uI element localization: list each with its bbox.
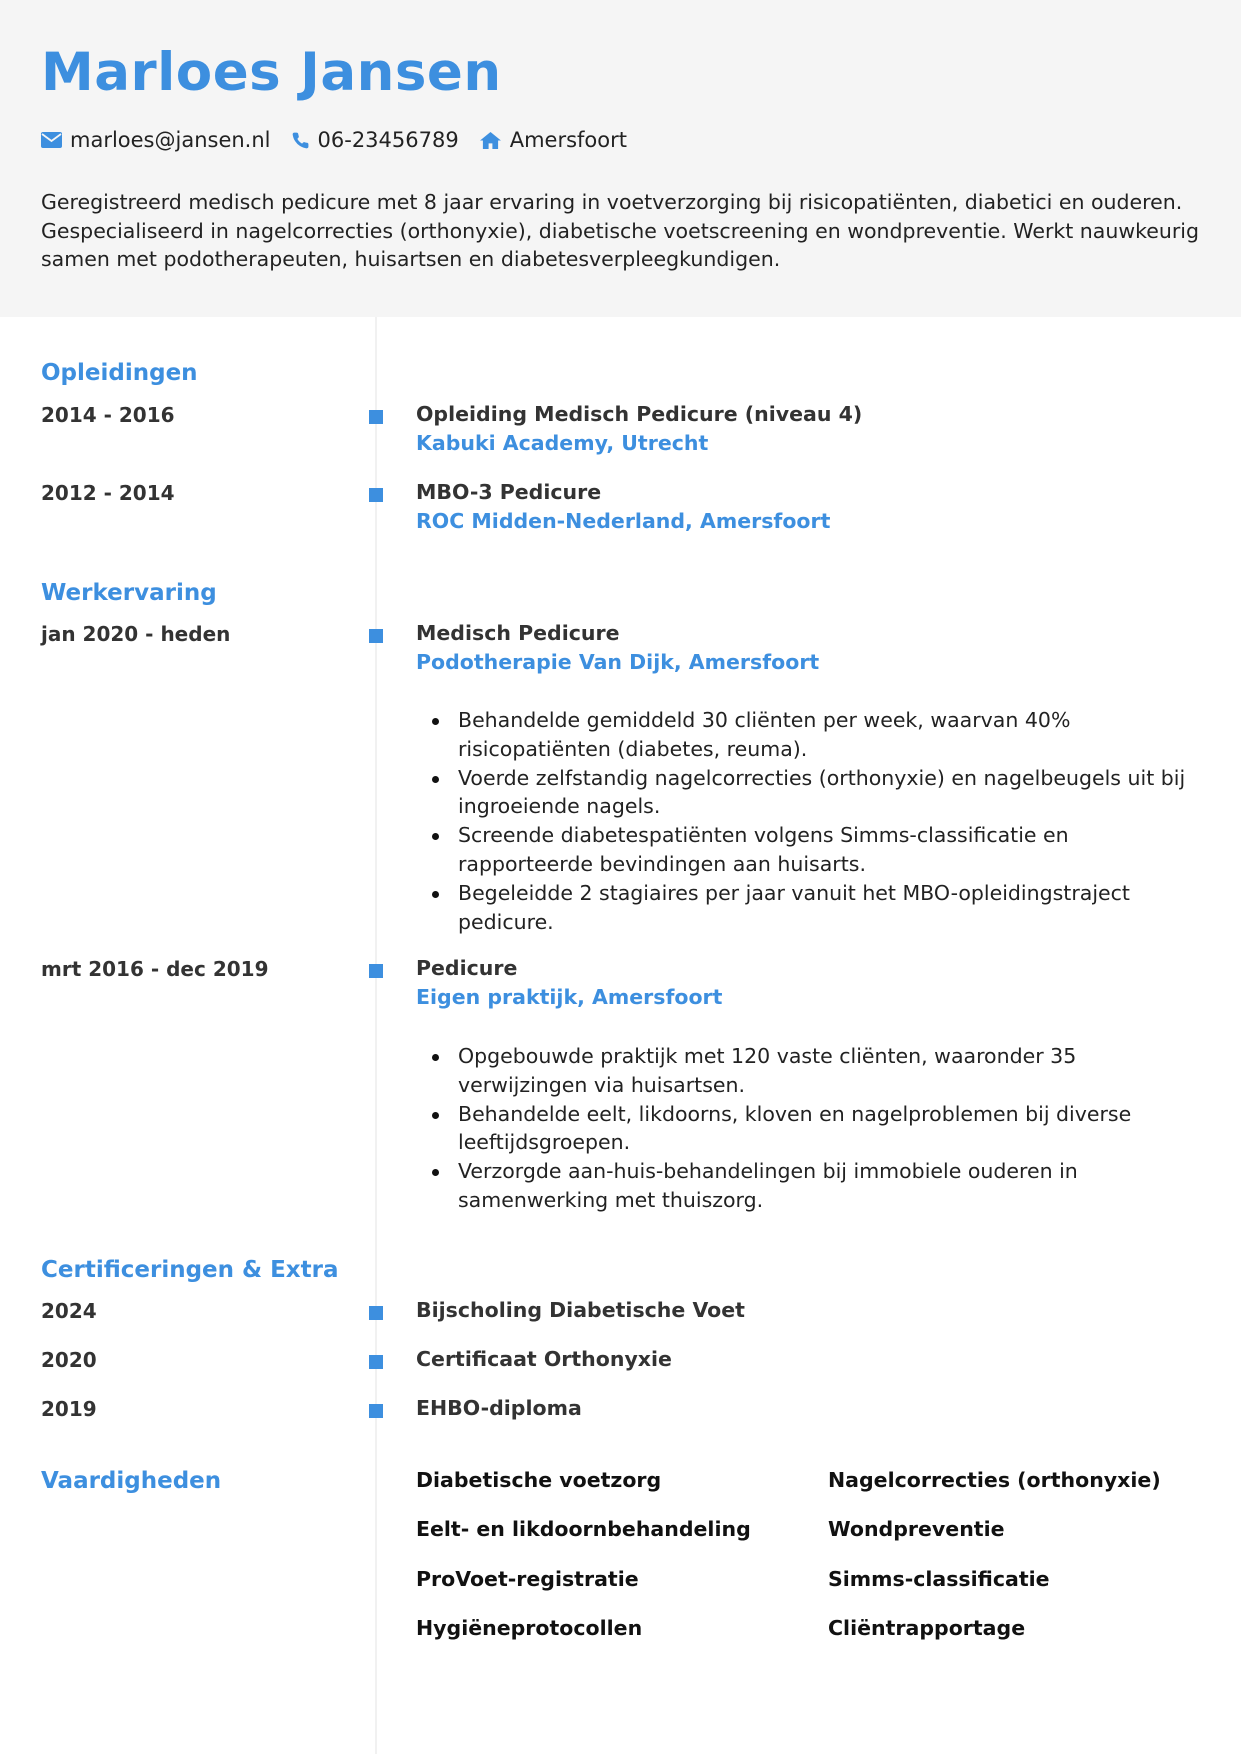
job-title: Pedicure (416, 956, 518, 980)
timeline-marker (369, 410, 383, 424)
job-employer: Eigen praktijk, Amersfoort (416, 985, 723, 1009)
home-icon (479, 131, 502, 150)
city-text: Amersfoort (509, 128, 627, 152)
resume-header (0, 0, 1241, 317)
phone-text: 06-23456789 (317, 128, 459, 152)
education-date: 2012 - 2014 (41, 481, 175, 505)
job-bullets (416, 706, 1206, 936)
list-item: Verzorgde aan-huis-behandelingen bij immobiele ouderen in samenwerking met thuiszorg. (416, 1157, 1206, 1215)
certification-date: 2020 (41, 1348, 97, 1372)
job-employer: Podotherapie Van Dijk, Amersfoort (416, 650, 820, 674)
email-text: marloes@jansen.nl (70, 128, 271, 152)
skill-item: Cliëntrapportage (828, 1616, 1026, 1640)
contact-bar (41, 128, 647, 152)
section-title-skills: Vaardigheden (41, 1468, 222, 1494)
timeline-marker (369, 629, 383, 643)
timeline-marker (369, 1404, 383, 1418)
job-bullets (416, 1042, 1206, 1215)
certification-title: Bijscholing Diabetische Voet (416, 1298, 745, 1322)
timeline-marker (369, 488, 383, 502)
section-title-education: Opleidingen (41, 360, 198, 386)
education-title: MBO-3 Pedicure (416, 480, 602, 504)
skill-item: Eelt- en likdoornbehandeling (416, 1517, 751, 1541)
section-title-certifications: Certificeringen & Extra (41, 1257, 339, 1283)
skill-item: Diabetische voetzorg (416, 1468, 662, 1492)
timeline-marker (369, 964, 383, 978)
timeline-marker (369, 1306, 383, 1320)
list-item: Begeleidde 2 stagiaires per jaar vanuit het MBO-opleidingstraject pedicure. (416, 879, 1206, 937)
certification-date: 2019 (41, 1397, 97, 1421)
education-institution: Kabuki Academy, Utrecht (416, 431, 709, 455)
list-item: Behandelde eelt, likdoorns, kloven en nagelproblemen bij diverse leeftijdsgroepen. (416, 1100, 1206, 1158)
certification-title: EHBO-diploma (416, 1396, 582, 1420)
skill-item: Hygiëneprotocollen (416, 1616, 643, 1640)
certification-title: Certificaat Orthonyxie (416, 1347, 672, 1371)
certification-date: 2024 (41, 1299, 97, 1323)
timeline-divider (375, 317, 377, 1754)
experience-date: mrt 2016 - dec 2019 (41, 957, 269, 981)
skill-item: Simms-classificatie (828, 1567, 1050, 1591)
list-item: Voerde zelfstandig nagelcorrecties (orthonyxie) en nagelbeugels uit bij ingroeiende nagels. (416, 764, 1206, 822)
list-item: Opgebouwde praktijk met 120 vaste cliënten, waaronder 35 verwijzingen via huisartsen. (416, 1042, 1206, 1100)
contact-phone[interactable] (291, 128, 459, 152)
skill-item: Wondpreventie (828, 1517, 1005, 1541)
skill-item: ProVoet-registratie (416, 1567, 639, 1591)
skill-item: Nagelcorrecties (orthonyxie) (828, 1468, 1161, 1492)
profile-summary: Geregistreerd medisch pedicure met 8 jaar ervaring in voetverzorging bij risicopatiënten, diabetici en ouderen. Gespecialiseerd in nagelcorrecties (orthonyxie), diabetische voetscreening en wondpreventie. Werkt nauwkeurig samen met podotherapeuten, huisartsen en diabetesverpleegkundigen. (41, 190, 1199, 271)
candidate-name: Marloes Jansen (41, 42, 502, 103)
contact-city (479, 128, 627, 152)
education-date: 2014 - 2016 (41, 403, 175, 427)
education-institution: ROC Midden-Nederland, Amersfoort (416, 509, 831, 533)
timeline-marker (369, 1355, 383, 1369)
list-item: Behandelde gemiddeld 30 cliënten per week, waarvan 40% risicopatiënten (diabetes, reuma). (416, 706, 1206, 764)
envelope-icon (41, 132, 62, 148)
phone-icon (291, 131, 310, 150)
section-title-experience: Werkervaring (41, 580, 217, 606)
list-item: Screende diabetespatiënten volgens Simms-classificatie en rapporteerde bevindingen aan huisarts. (416, 821, 1206, 879)
job-title: Medisch Pedicure (416, 621, 620, 645)
experience-date: jan 2020 - heden (41, 622, 231, 646)
contact-email[interactable] (41, 128, 271, 152)
education-title: Opleiding Medisch Pedicure (niveau 4) (416, 402, 863, 426)
